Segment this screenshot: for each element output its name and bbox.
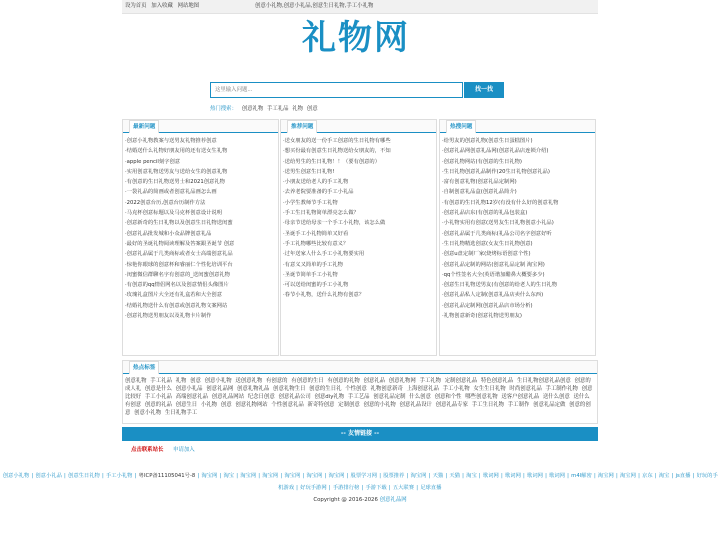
tag-link[interactable]: 上海创意礼品 [406,386,439,392]
panel-title: 热搜问题 [446,120,476,133]
tag-link[interactable]: 创意礼物礼品 [236,386,270,392]
footer-link[interactable]: 淘宝网 [240,473,257,479]
top-bar [122,0,598,14]
tag-link[interactable]: 有创意的礼物 [327,378,360,384]
question-item[interactable]: ·创意u盘定制厂家(烧烤标语创意个性) [442,251,531,258]
footer-link[interactable]: 淘宝 [223,473,235,479]
question-item[interactable]: ·惊艳你眼球的创意杯和睿丽仁个性化培训平台 [125,261,233,268]
footer-links: 创意小礼物 | 创意小礼品 | 创意生日礼物 | 手工小礼物 | 粤ICP备11105041号-8 | 淘宝网 | 淘宝 | 淘宝网 | 淘宝网 | 淘宝网 | 淘宝网 | 淘宝网 | 股票学习网 | 股票推荐 | 淘宝网 | 天猫 | 天猫 | 淘宝 | 歌词网 | 歌词网 | 歌词网 | 歌词网 | m4l解密 | 淘宝网 | 淘宝网 | 京东 | 淘宝 | js直播 | 好玩的手机游戏 | 好玩手游网 | 手游排行榜 | 手游下载 | 五大联赛 | 足球直播 [2,473,718,491]
question-item[interactable]: ·创意生日礼物送男友(有创意的给老人的生日礼物 [442,282,557,289]
panel-title: 热点标签 [129,361,159,374]
footer-link[interactable]: 好玩手游网 [300,485,327,491]
question-item[interactable]: ·一袋礼品的简画或者创意礼品画怎么画 [125,189,217,196]
friend-links-bar: -- 友情链接 -- [122,427,598,441]
panel-title: 推荐问题 [287,120,317,133]
tag-link[interactable]: 送创意礼物 [235,378,263,384]
tag-link[interactable]: 纪念日创意 [247,394,275,400]
footer-link[interactable]: 歌词网 [482,473,499,479]
tag-link[interactable]: 创意礼物 [125,378,147,384]
footer-link[interactable]: 创意生日礼物 [68,473,100,479]
footer-link[interactable]: 股票推荐 [383,473,405,479]
question-item[interactable]: ·生日礼物精选创意(女友生日礼物创意) [442,240,533,247]
footer-link[interactable]: 淘宝网 [619,473,636,479]
tag-link[interactable]: 创意的礼品 [144,402,172,408]
question-item[interactable]: ·去养老院要准备的手工小礼品 [283,189,354,196]
tag-link[interactable]: 送什么有创意 [125,394,590,408]
question-item[interactable]: ·结婚送什么礼物好朋友用的还有送女生礼物 [125,148,228,155]
question-item[interactable]: ·马克杯创意标题以及马克杯创意设计说明 [125,210,223,217]
tag-link[interactable]: 有创意的生日 [291,378,324,384]
tag-link[interactable]: 创意礼物网 [388,378,416,384]
footer-link[interactable]: 淘宝网 [284,473,301,479]
question-item[interactable]: ·生日礼物创意礼品制作(20生日礼物创意礼品) [442,168,550,175]
question-item[interactable]: ·春节小礼物，送什么礼物有创意？ [283,292,365,299]
contact-admin-link[interactable]: 点击联系站长 [131,447,164,453]
hot-search-label: 热门搜索： [210,106,237,112]
tag-link[interactable]: 定制创意 [338,402,360,408]
footer-link[interactable]: 天猫 [449,473,460,479]
copyright-site-link[interactable]: 创意礼品网 [379,497,407,503]
tag-link[interactable]: 哪些创意礼物 [465,394,498,400]
tag-link[interactable]: 手工小礼物 [442,386,470,392]
question-item[interactable]: ·送女朋友的送一份手工创意的生日礼物有哪些 [283,138,391,144]
page-wrapper [122,0,598,453]
question-item[interactable]: ·过年送家人什么手工小礼物要实用 [283,251,365,258]
tag-link[interactable]: 有创意的 [266,378,288,384]
footer-link[interactable]: 股票学习网 [350,473,378,479]
question-item[interactable]: ·创意礼品私人定制(创意礼品店卖什么东西) [442,292,544,299]
footer-link[interactable]: 淘宝网 [410,473,427,479]
footer-link[interactable]: 好玩的手机游戏 [278,473,718,491]
tag-link[interactable]: 创意礼品专家 [435,402,468,408]
question-list [440,133,595,321]
question-item[interactable]: ·小礼物实用有创意(送男友生日礼物创意小礼品) [442,220,554,227]
footer-link[interactable]: js直播 [675,473,691,479]
tag-link[interactable]: 创意小礼品 [175,386,203,392]
tag-link[interactable]: 送什么创意 [542,394,570,400]
tag-link[interactable]: 创意生日 [175,402,198,408]
footer-link[interactable]: 京东 [642,473,653,479]
tag-link[interactable]: 创意小礼物 [204,378,232,384]
footer-link[interactable]: 淘宝网 [262,473,279,479]
question-item[interactable]: ·有创意的qq情侣网名以及创意情侣头像图片 [125,282,229,289]
tag-link[interactable]: 创意的生日礼 [309,386,342,392]
tag-link[interactable]: 时尚创意礼品 [509,386,542,392]
search-button[interactable]: 找一找 [464,82,504,98]
latest-questions-panel [122,119,279,356]
question-item[interactable]: ·富有创意礼物(创意礼品定制网) [442,179,517,186]
question-item[interactable]: ·圣诞手工小礼物简单又好看 [283,230,349,237]
tag-link[interactable]: 特色创意礼品 [480,378,514,384]
footer-link[interactable]: 手游排行榜 [332,485,360,491]
footer-link[interactable]: 手游下载 [365,485,387,491]
question-item[interactable]: ·送男生创意生日礼物! [283,168,335,175]
tag-link[interactable]: 手工制作 [507,402,530,408]
footer-link[interactable]: 淘宝网 [328,473,345,479]
tag-link[interactable]: 手工礼品 [150,378,172,384]
question-item[interactable]: ·有意义又简单的手工礼物 [283,261,343,268]
footer-link[interactable]: m4l解密 [571,473,592,479]
footer-link[interactable]: 五大联赛 [392,485,415,491]
question-item[interactable]: ·最好的圣诞礼物阅读理解及答案跟圣诞节 创意 [125,240,235,247]
tag-link[interactable]: 创意的创意 [125,402,591,416]
hot-search-term[interactable]: 手工礼品 [266,106,289,112]
tag-link[interactable]: 创意小礼物 [134,410,162,416]
tag-link[interactable]: 创意礼品 [363,378,386,384]
question-item[interactable]: ·可以送给闺蜜的手工小礼物 [283,282,349,289]
tag-link[interactable]: 创意diy礼物 [314,394,345,400]
tag-link[interactable]: 创意礼物网站 [235,402,268,408]
hot-tags-panel [122,360,598,424]
question-item[interactable]: ·实用创意礼物送男友与送给女生的创意礼物 [125,168,228,175]
question-item[interactable]: ·给男友的创意礼物(创意生日蛋糕图片) [442,138,533,144]
tag-link[interactable]: 手工礼物 [419,378,442,384]
footer-link[interactable]: 歌词网 [504,473,521,479]
question-item[interactable]: ·创意礼品批发城和小众品牌创意礼品 [125,230,212,237]
hot-questions-panel [439,119,596,356]
tag-link[interactable]: 女生生日礼物 [473,386,506,392]
question-item[interactable]: ·母亲节送给母亲一个手工小礼物，该怎么做 [283,220,386,227]
question-item[interactable]: ·创意礼品定制网(创意礼品店市场分析) [442,302,533,309]
tag-link[interactable]: 创意礼品公司 [278,394,311,400]
tag-link[interactable]: 手工生日礼物 [471,402,505,408]
question-list [281,133,436,301]
question-item[interactable]: ·闺蜜微信群聊名字有创意的_送闺蜜创意礼物 [125,271,230,278]
question-item[interactable]: ·qq个性签名大全(英语谐加醋鼻大概要多少) [442,271,545,278]
question-item[interactable]: ·手工礼物哪些比较有意义？ [283,240,349,247]
tag-cloud [123,374,597,420]
tag-link[interactable]: 高端创意礼品 [175,394,208,400]
footer-link[interactable]: 淘宝 [658,473,670,479]
footer-link[interactable]: 淘宝网 [306,473,323,479]
question-item[interactable]: ·有创意的生日礼物12岁(有没有什么好的创意礼物 [442,199,559,206]
question-item[interactable]: ·自制创意礼品盒(创意礼品简介) [442,189,517,196]
question-item[interactable]: ·送给男生的生日礼物！！（要有创意的） [283,158,381,165]
question-item[interactable]: ·有创意的生日礼物送男士和2021创意礼物 [125,179,225,186]
copyright [0,495,720,503]
tag-link[interactable]: 个性创意礼品 [271,402,304,408]
tag-link[interactable]: 创意是什么 [144,386,172,392]
hot-search [210,104,320,112]
question-item[interactable]: ·创意新奇的生日礼物以及创意生日礼物送闺蜜 [125,220,233,227]
footer-link[interactable]: 天猫 [432,473,444,479]
tag-link[interactable]: 手工艺品 [347,394,370,400]
tag-link[interactable]: 创意礼物生日 [273,386,306,392]
tag-link[interactable]: 生日礼物创意礼品创意 [516,378,571,384]
apply-join-link[interactable]: 申请加入 [173,447,195,453]
question-item[interactable]: ·创意礼物网站(有创意的生日礼物) [442,158,522,165]
tag-link[interactable]: 个性创意 [345,386,367,392]
footer-link[interactable]: 创意小礼物 [2,473,30,479]
set-homepage-link[interactable]: 设为首页 [125,3,147,9]
friend-links-row [122,445,598,455]
question-item[interactable]: ·创意礼品网创意礼品网(创意礼品店连锁介绍) [442,148,549,155]
question-item[interactable]: ·apple pencil刻字创意 [125,158,181,165]
tag-link[interactable]: 礼物创意新奇 [370,386,403,392]
tag-link[interactable]: 创意礼品网站 [211,394,245,400]
question-item[interactable]: ·圣诞节简单手工小礼物 [283,271,338,278]
site-logo[interactable]: 礼物网 [302,18,410,58]
tag-link[interactable]: 创意和个性 [434,394,462,400]
tag-link[interactable]: 小礼物 [200,402,218,408]
tag-link[interactable]: 什么创意 [409,394,431,400]
icp-number: 粤ICP备11105041号-8 [138,473,196,479]
question-item[interactable]: ·创意礼品属于几类商标(礼品公司名字创意好听 [442,230,552,237]
tag-link[interactable]: 创意礼品网 [206,386,234,392]
question-item[interactable]: ·创意礼品店东(有创意的礼品包装盒) [442,210,528,217]
footer-link[interactable]: 手工小礼物 [105,473,133,479]
tag-link[interactable]: 创意礼品设计 [399,402,432,408]
footer-link[interactable]: 淘宝 [466,473,477,479]
tag-link[interactable]: 新奇特创意 [307,402,335,408]
question-item[interactable]: ·创意小礼物教案与送男友礼物推荐创意 [125,138,217,144]
tag-link[interactable]: 生日礼物手工 [164,410,198,416]
tag-link[interactable]: 创意礼品定制 [373,394,406,400]
top-keywords: 创意小礼物,创意小礼品,创意生日礼物,手工小礼物 [255,3,374,9]
panel-title: 最新问题 [129,120,159,133]
tag-link[interactable]: 创意比较好 [125,386,593,400]
footer-link[interactable]: 足球直播 [420,485,442,491]
question-list [123,133,278,321]
tag-link[interactable]: 礼物 [175,378,187,384]
question-item[interactable]: ·想买份最有创意生日礼物送给女朋友的，不知 [283,148,391,155]
hot-search-term[interactable]: 创意礼物 [241,106,264,112]
question-item[interactable]: ·小朋友送给老人的手工礼物 [283,179,349,186]
search-input[interactable] [210,82,463,98]
tag-link[interactable]: 手工制作礼物 [545,386,578,392]
footer-link[interactable]: 淘宝网 [201,473,218,479]
hot-search-term[interactable]: 创意 [306,106,318,112]
tag-link[interactable]: 送客户创意礼品 [501,394,540,400]
top-links [125,0,202,13]
tag-link[interactable]: 创意的成人礼 [125,378,591,392]
hot-search-term[interactable]: 礼物 [292,106,304,112]
tag-link[interactable]: 定制创意礼品 [444,378,478,384]
footer-link[interactable]: 歌词网 [527,473,543,479]
question-item[interactable]: ·结婚礼物送什么有创意或创意礼物文案网站 [125,302,228,309]
tag-link[interactable]: 创意 [220,402,232,408]
tag-link[interactable]: 创意的小礼物 [363,402,396,408]
tag-link[interactable]: 创意 [190,378,201,384]
question-item[interactable]: ·创意礼品属于几类商标或者女士高端创意礼品 [125,251,233,258]
question-item[interactable]: ·礼物创意新奇(创意礼物送男朋友) [442,313,522,320]
add-favorite-link[interactable]: 加入收藏 [151,3,173,9]
sitemap-link[interactable]: 网站地图 [177,3,200,9]
tag-link[interactable]: 手工小礼品 [144,394,172,400]
tag-link[interactable]: 创意礼品定做 [533,402,566,408]
footer-link[interactable]: 歌词网 [549,473,565,479]
copyright-text: Copyright @ 2016-2026 [313,497,378,503]
recommended-questions-panel [280,119,437,356]
question-item[interactable]: ·创意礼物送男朋友以及礼物卡片制作 [125,313,212,320]
question-item[interactable]: ·2022创意台历,创意台历制作方法 [125,199,206,206]
footer-link[interactable]: 创意小礼品 [35,473,62,479]
question-item[interactable]: ·手工生日礼物简单漂亮怎么做？ [283,210,359,217]
footer-link[interactable]: 淘宝网 [597,473,614,479]
question-item[interactable]: ·创意礼品定制的网站(创意礼品定制 淘宝网) [442,261,545,268]
question-item[interactable]: ·小学生教师节手工礼物 [283,199,338,206]
question-item[interactable]: ·玫瑰礼盒图片大全还有礼盒若和大全创意 [125,292,223,299]
